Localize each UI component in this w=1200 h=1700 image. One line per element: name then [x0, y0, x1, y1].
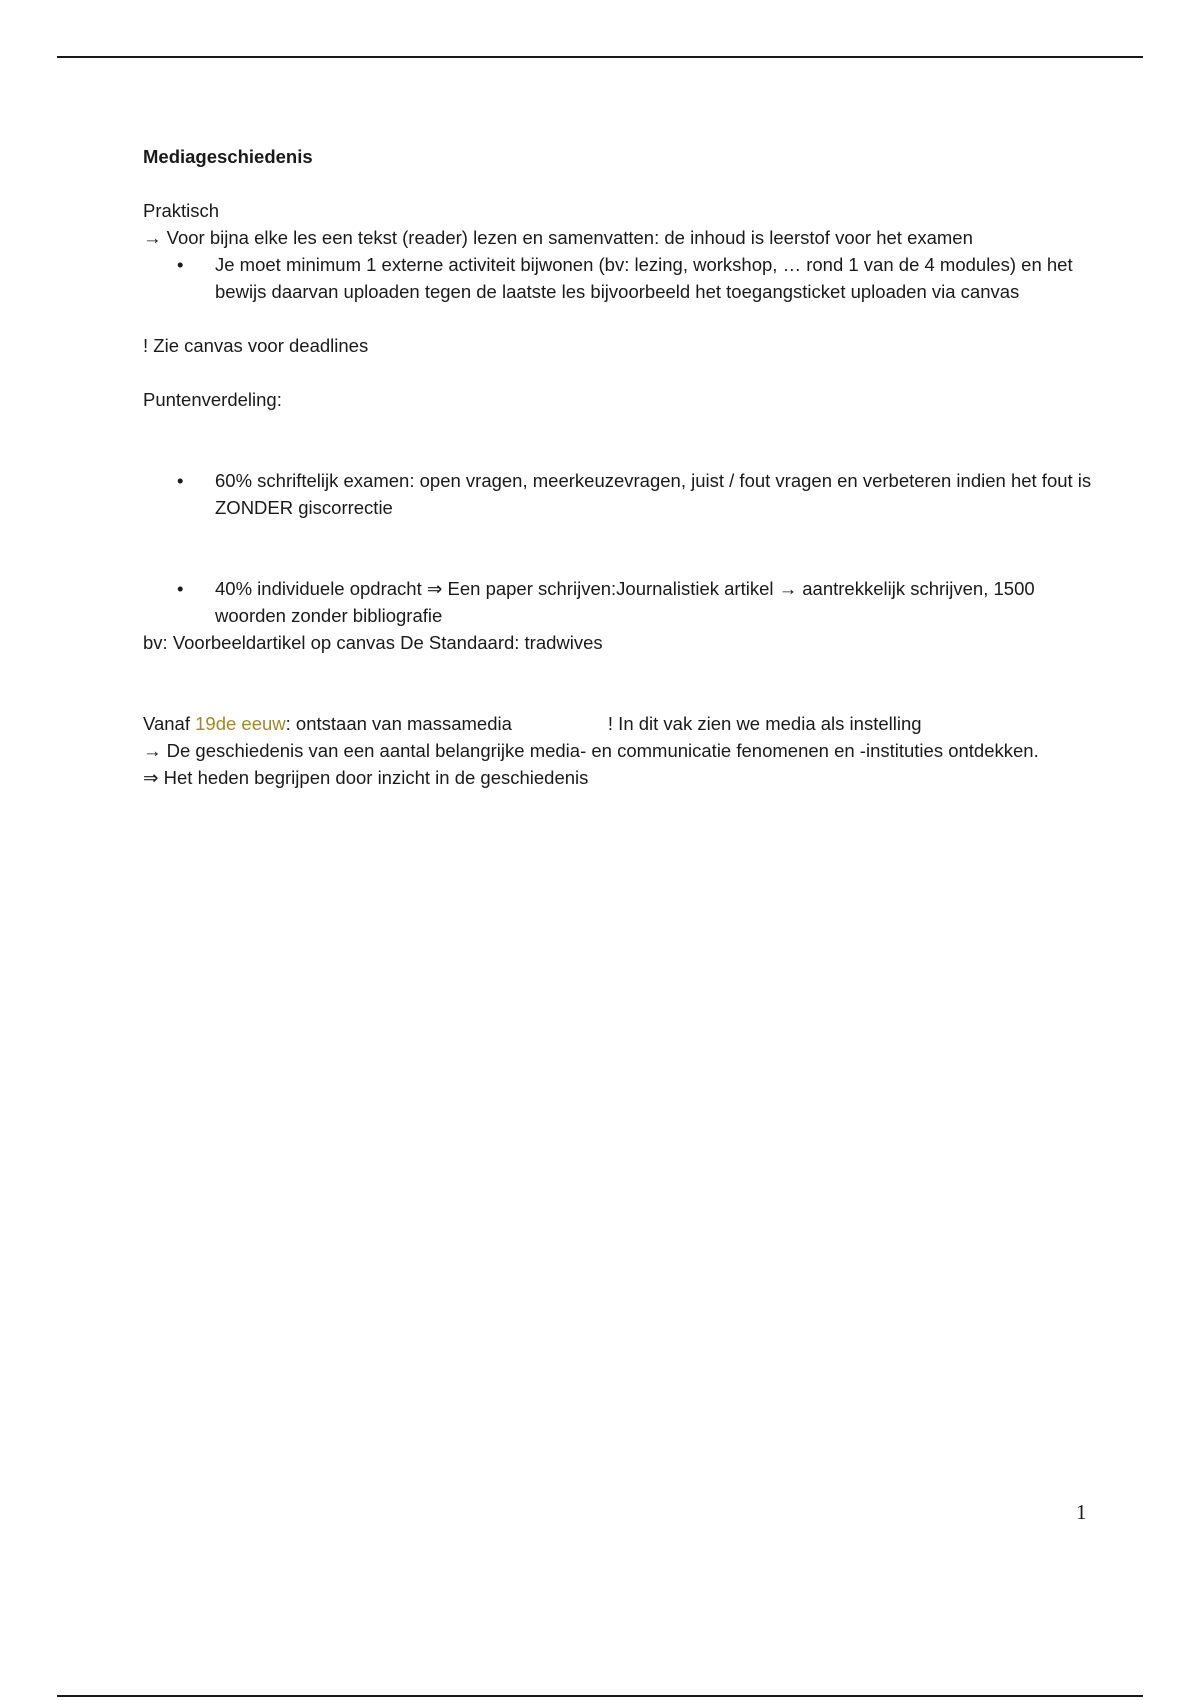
list-item — [143, 251, 1105, 305]
section-heading-praktisch: Praktisch — [143, 200, 220, 221]
deadlines-note: ! Zie canvas voor deadlines — [143, 335, 369, 356]
voorbeeld-line: bv: Voorbeeldartikel op canvas De Standaard: tradwives — [143, 632, 603, 653]
spacer — [143, 413, 1103, 467]
reader-line: → Voor bijna elke les een tekst (reader) lezen en samenvatten: de inhoud is leerstof voor het examen — [143, 227, 973, 248]
bullet-icon: • — [177, 578, 184, 599]
instelling-note: ! In dit vak zien we media als instelling — [607, 713, 922, 734]
spacer — [143, 656, 1103, 710]
document-title: Mediageschiedenis — [143, 146, 313, 167]
list-item — [143, 467, 1105, 521]
praktisch-bullet-list — [143, 251, 1103, 305]
page-number: 1 — [1076, 1500, 1087, 1524]
spacer — [143, 359, 1103, 386]
puntenverdeling-heading: Puntenverdeling: — [143, 389, 282, 410]
bullet-icon: • — [177, 470, 184, 491]
spacer — [143, 521, 1103, 575]
bottom-rule — [57, 1695, 1143, 1697]
vanaf-suffix: : ontstaan van massamedia — [285, 713, 512, 734]
geschiedenis-line: → De geschiedenis van een aantal belangrijke media- en communicatie fenomenen en -instituties ontdekken. — [143, 740, 1039, 761]
highlighted-term: 19de eeuw — [195, 713, 286, 734]
vanaf-prefix: Vanaf — [143, 713, 196, 734]
list-item — [143, 575, 1105, 629]
spacer — [143, 305, 1103, 332]
top-rule — [57, 56, 1143, 58]
bullet-text-opdracht: 40% individuele opdracht ⇒ Een paper schrijven:Journalistiek artikel → aantrekkelijk schrijven, 1500 woorden zonder bibliografie — [215, 578, 1035, 626]
vanaf-line — [143, 710, 1103, 737]
document-body — [143, 143, 1103, 791]
spacer — [143, 170, 1103, 197]
puntenverdeling-list-examen — [143, 467, 1103, 521]
bullet-text-activiteit: Je moet minimum 1 externe activiteit bijwonen (bv: lezing, workshop, … rond 1 van de 4 modules) en het bewijs daarvan uploaden tegen de laatste les bijvoorbeeld het toegangsticket uploaden via canvas — [215, 254, 1073, 302]
bullet-text-examen: 60% schriftelijk examen: open vragen, meerkeuzevragen, juist / fout vragen en verbeteren indien het fout is ZONDER giscorrectie — [215, 470, 1092, 518]
puntenverdeling-list-opdracht — [143, 575, 1103, 629]
heden-line: ⇒ Het heden begrijpen door inzicht in de geschiedenis — [143, 767, 589, 788]
bullet-icon: • — [177, 254, 184, 275]
